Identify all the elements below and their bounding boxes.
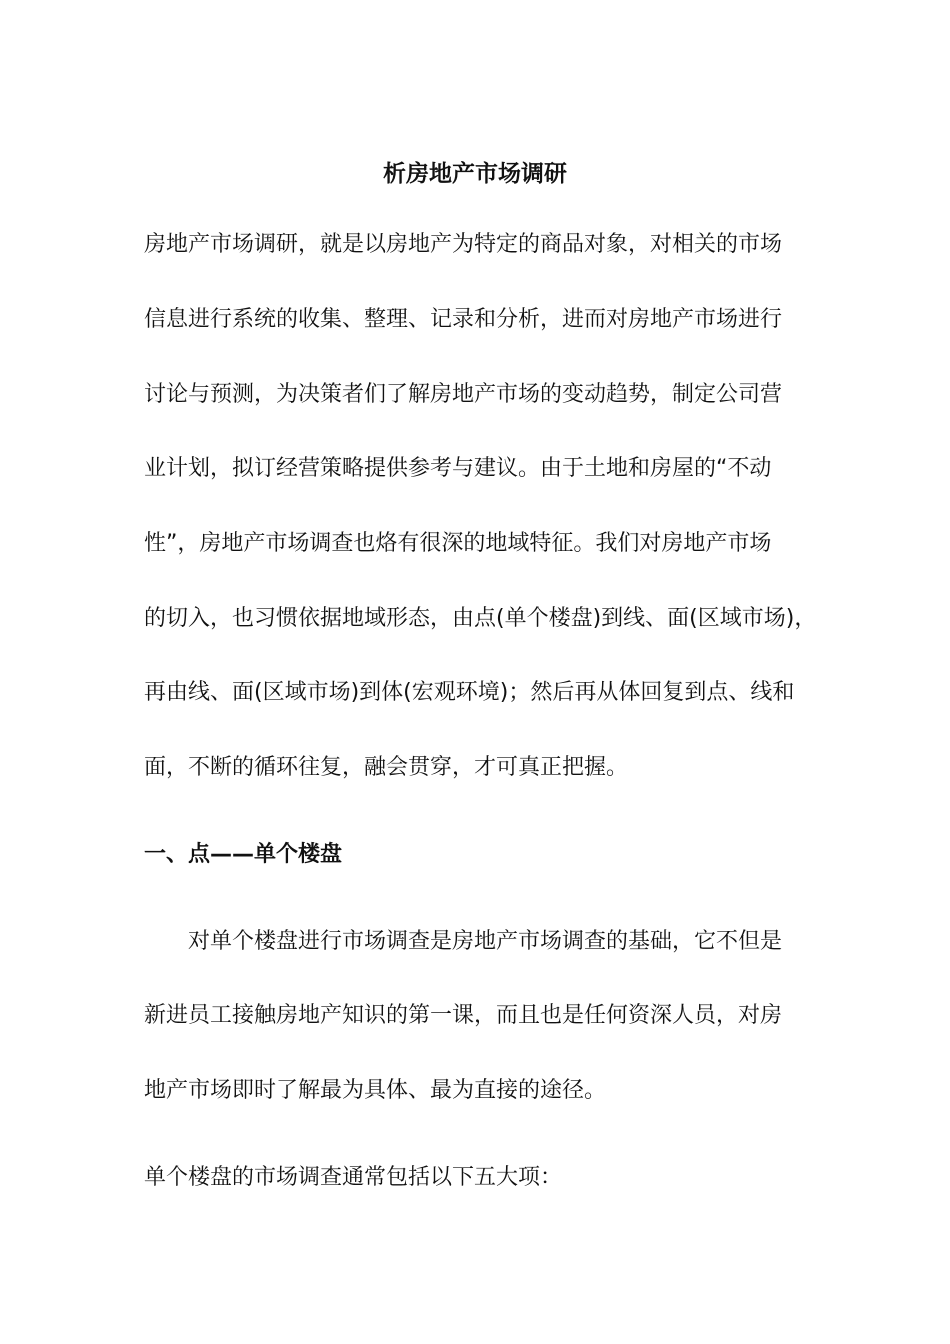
- intro-line-8: 面，不断的循环往复，融会贯穿，才可真正把握。: [144, 755, 629, 780]
- intro-line-4: 业计划，拟订经营策略提供参考与建议。由于土地和房屋的“不动: [144, 456, 772, 481]
- document-title: 析房地产市场调研: [383, 161, 567, 187]
- section-para-line-2: 新进员工接触房地产知识的第一课，而且也是任何资深人员，对房: [144, 1003, 783, 1028]
- intro-line-3: 讨论与预测，为决策者们了解房地产市场的变动趋势，制定公司营: [144, 382, 783, 407]
- intro-line-5: 性”，房地产市场调查也烙有很深的地域特征。我们对房地产市场: [144, 531, 772, 556]
- section-para-line-1: 对单个楼盘进行市场调查是房地产市场调查的基础，它不但是: [188, 929, 783, 954]
- section-para-line-3: 地产市场即时了解最为具体、最为直接的途径。: [144, 1078, 607, 1103]
- intro-line-1: 房地产市场调研，就是以房地产为特定的商品对象，对相关的市场: [144, 232, 783, 257]
- list-intro-line: 单个楼盘的市场调查通常包括以下五大项：: [144, 1165, 563, 1190]
- section-heading: 一、点——单个楼盘: [144, 842, 343, 867]
- intro-line-6: 的切入，也习惯依据地域形态，由点(单个楼盘)到线、面(区域市场)，: [144, 606, 817, 631]
- intro-line-7: 再由线、面(区域市场)到体(宏观环境)；然后再从体回复到点、线和: [144, 680, 795, 705]
- intro-line-2: 信息进行系统的收集、整理、记录和分析，进而对房地产市场进行: [144, 307, 783, 332]
